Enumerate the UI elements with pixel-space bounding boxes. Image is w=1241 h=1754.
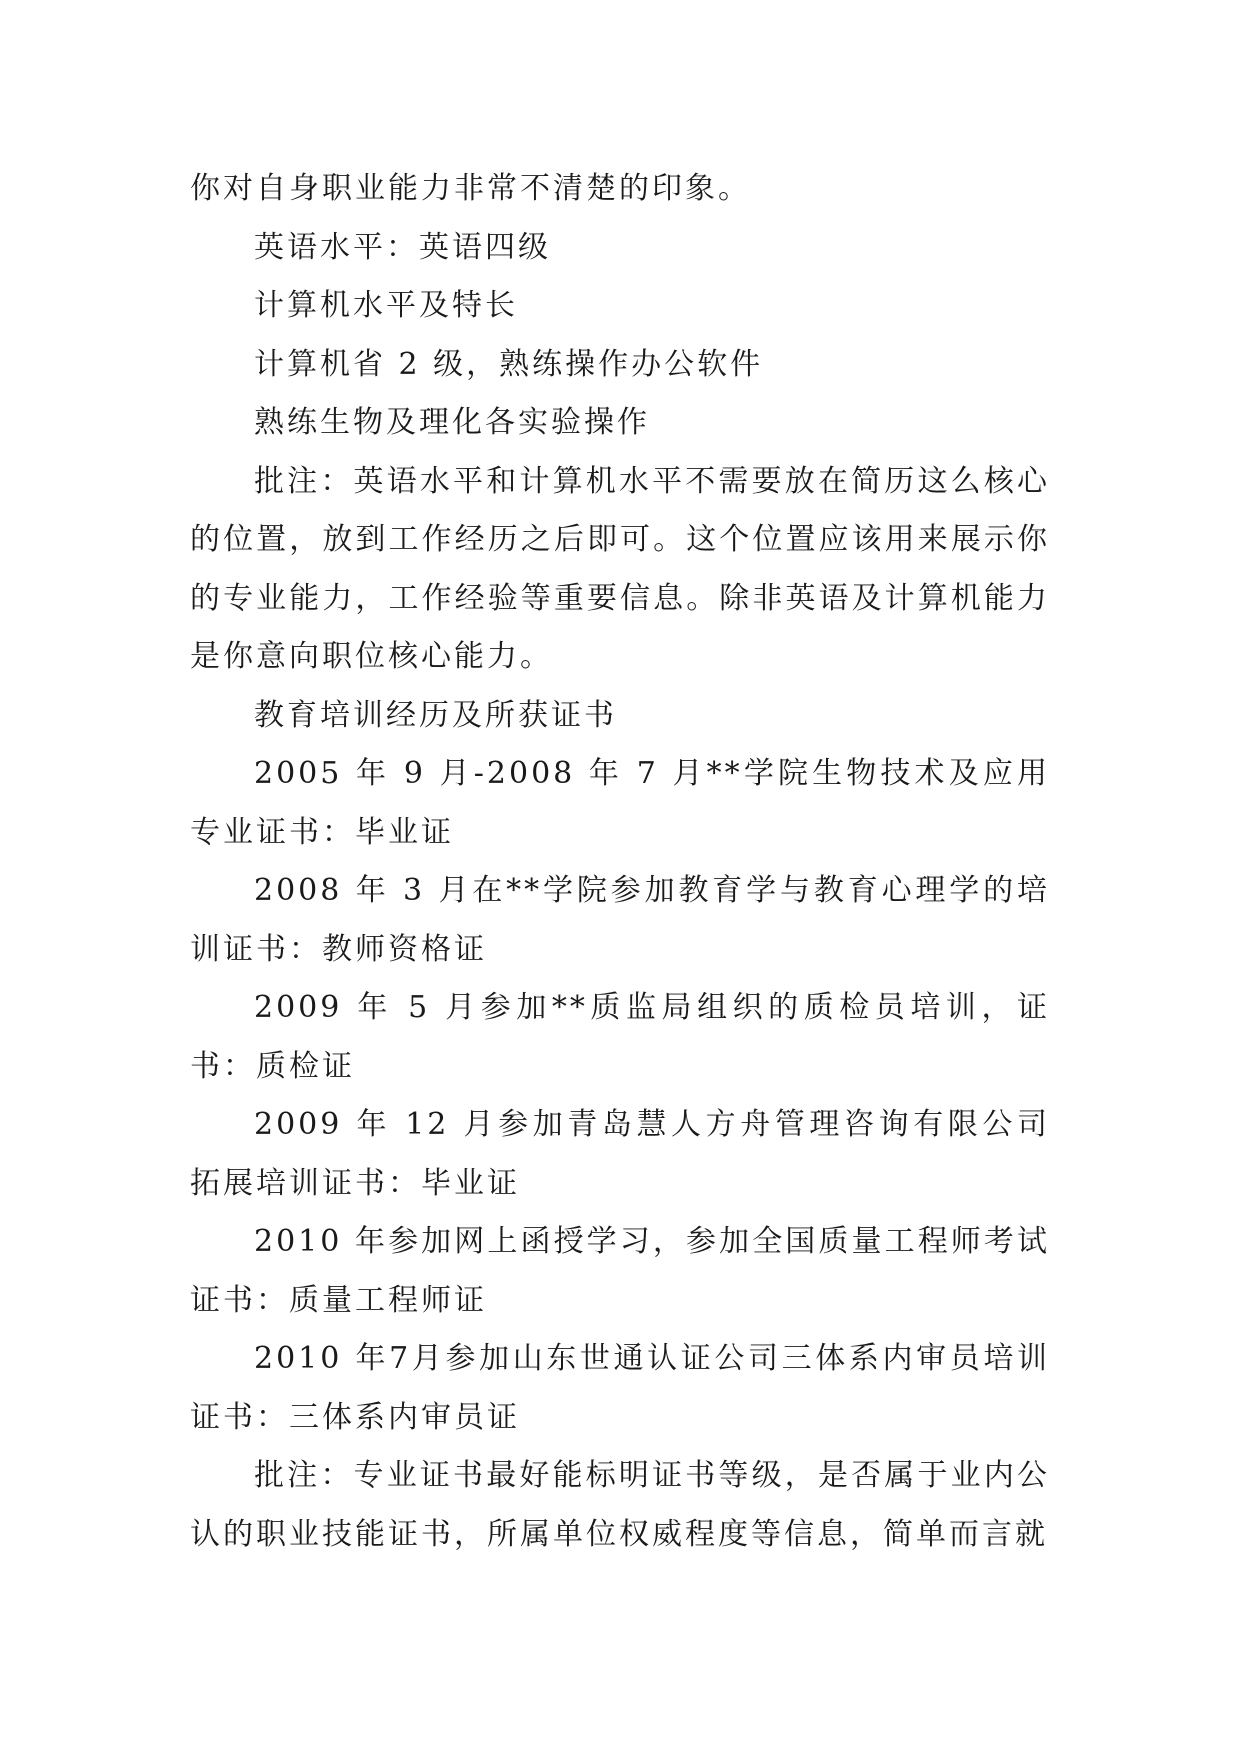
paragraph-computer-level: 计算机省 2 级，熟练操作办公软件 [254, 346, 764, 382]
paragraph-education-5: 2010 年参加网上函授学习，参加全国质量工程师考试证书：质量工程师证 [190, 1224, 1050, 1318]
paragraph-education-4: 2009 年 12 月参加青岛慧人方舟管理咨询有限公司拓展培训证书：毕业证 [190, 1107, 1050, 1201]
paragraph-education-2: 2008 年 3 月在**学院参加教育学与教育心理学的培训证书：教师资格证 [190, 873, 1050, 967]
paragraph-annotation-2: 批注：专业证书最好能标明证书等级，是否属于业内公认的职业技能证书，所属单位权威程度等信息，简单而言就 [190, 1458, 1050, 1552]
paragraph-annotation-1: 批注：英语水平和计算机水平不需要放在简历这么核心的位置，放到工作经历之后即可。这个位置应该用来展示你的专业能力，工作经验等重要信息。除非英语及计算机能力是你意向职位核心能力。 [190, 463, 1050, 674]
paragraph-1: 你对自身职业能力非常不清楚的印象。 [190, 171, 751, 206]
paragraph-lab-skills: 熟练生物及理化各实验操作 [254, 405, 650, 440]
paragraph-education-6: 2010 年7月参加山东世通认证公司三体系内审员培训证书：三体系内审员证 [190, 1341, 1050, 1435]
paragraph-education-1: 2005 年 9 月-2008 年 7 月**学院生物技术及应用专业证书：毕业证 [190, 756, 1050, 850]
paragraph-education-heading: 教育培训经历及所获证书 [254, 697, 617, 733]
paragraph-english-level: 英语水平：英语四级 [254, 229, 551, 265]
paragraph-education-3: 2009 年 5 月参加**质监局组织的质检员培训，证书：质检证 [190, 990, 1050, 1084]
document-body [190, 160, 1050, 1564]
paragraph-computer-heading: 计算机水平及特长 [254, 288, 518, 323]
